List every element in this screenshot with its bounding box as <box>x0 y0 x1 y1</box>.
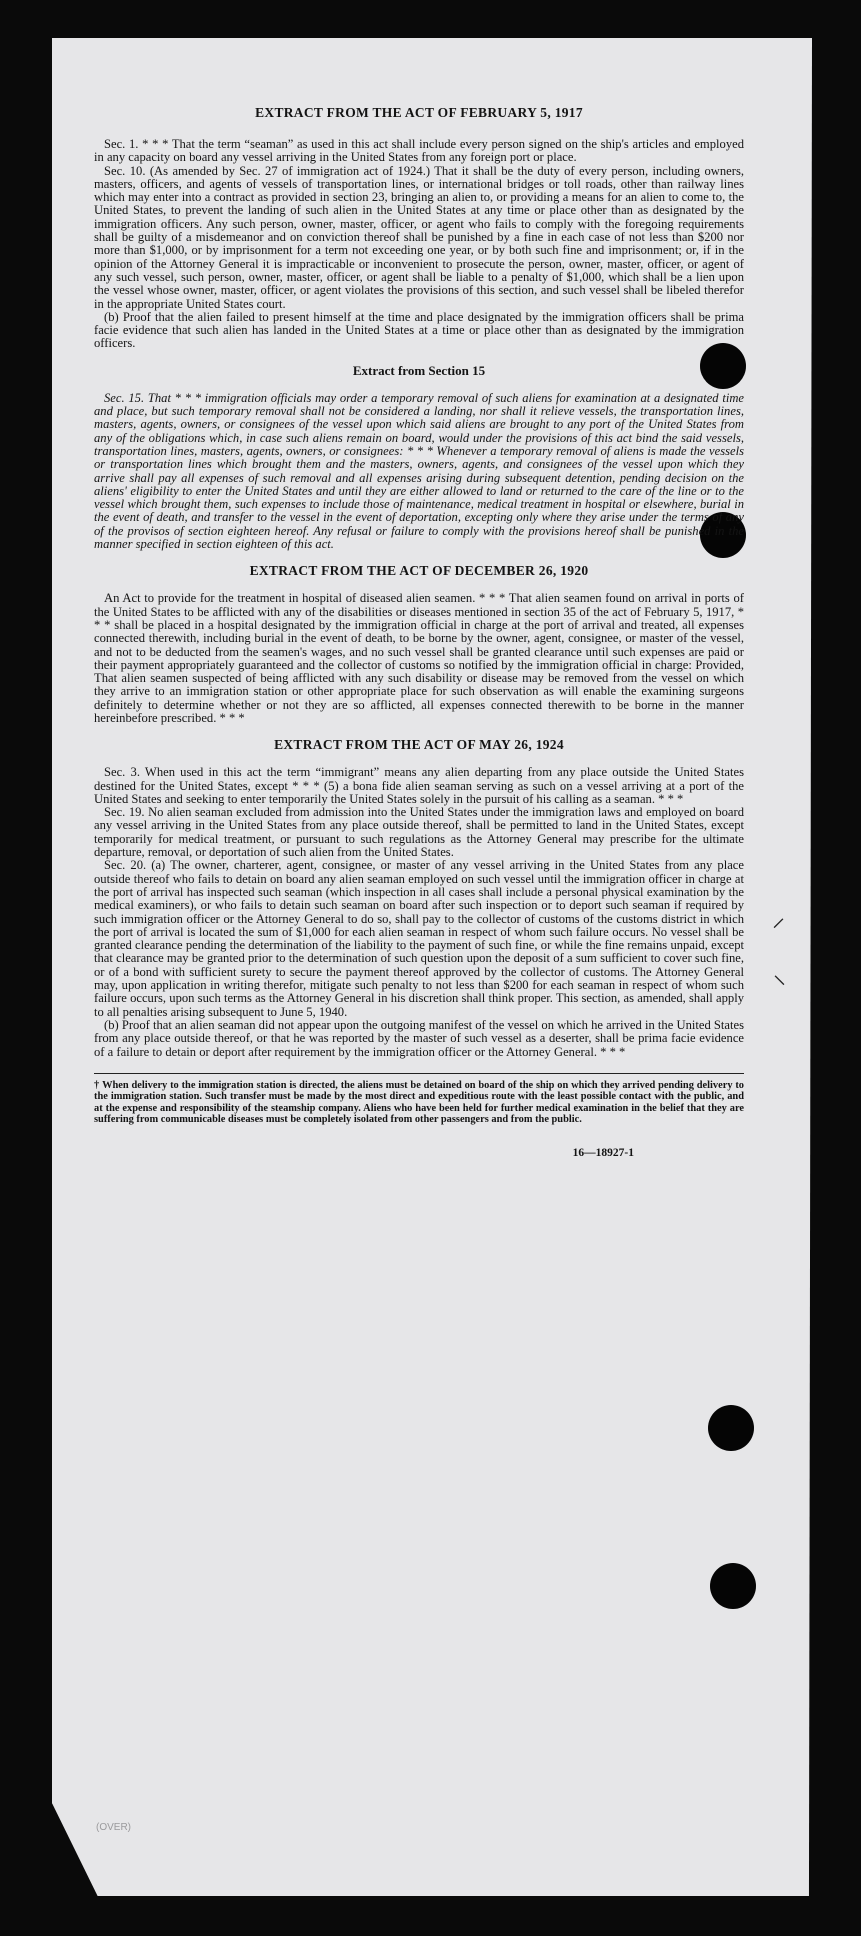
punch-hole <box>708 1405 754 1451</box>
margin-note: (OVER) <box>96 1822 131 1833</box>
section-act-dec-1920 <box>94 563 744 725</box>
footnote: † When delivery to the immigration station is directed, the aliens must be detained on board of the ship on which they arrived pending delivery to the immigration station. Such transfer must be made by the most direct and expeditious route with the least possible contact with the public, and at the expense and responsibility of the steamship company. Aliens who have been held for further medical examination in the belief that they are suffering from communicable diseases must be completely isolated from other passengers and from the public. <box>94 1073 744 1126</box>
paragraph: Sec. 10. (As amended by Sec. 27 of immigration act of 1924.) That it shall be the duty of every person, including owners, masters, officers, and agents of vessels of transportation lines, or international bridges or toll roads, other than railway lines which may enter into a contract as provided in section 23, bringing an alien to, or providing a means for an alien to come to, the United States, to prevent the landing of such alien in the United States at any time or place other than as designated by the immigration officers. Any such person, owner, master, officer, or agent who fails to comply with the foregoing requirements shall be guilty of a misdemeanor and on conviction thereof shall be punished by a fine in each case of not less than $200 nor more than $1,000, or by imprisonment for a term not exceeding one year, or by both such fine and imprisonment; or, if in the opinion of the Attorney General it is impracticable or inconvenient to prosecute the person, owner, master, officer, or agent of any such vessel, such person, owner, master, officer, or agent shall be liable to a penalty of $1,000, which shall be a lien upon the vessel whose owner, master, officer, or agent violates the provisions of this section, and such vessel shall be libeled therefor in the appropriate United States court. <box>94 163 744 311</box>
punch-hole <box>710 1563 756 1609</box>
form-number: 16—18927-1 <box>572 1147 634 1160</box>
section-heading: EXTRACT FROM THE ACT OF MAY 26, 1924 <box>274 737 564 753</box>
section-15-extract <box>94 363 744 552</box>
paragraph: Sec. 20. (a) The owner, charterer, agent, consignee, or master of any vessel arriving in the United States from any place outside thereof who fails to detain on board any alien seaman employed on such vessel until the immigration officer in charge at the port of arrival has inspected such seaman (which inspection in all cases shall include a personal physical examination by the medical examiners), or who fails to detain such seaman on board after such inspection or to deport such seaman if required by such immigration officer or the Attorney General to do so, shall pay to the collector of customs of the customs district in which the port of arrival is located the sum of $1,000 for each alien seaman in respect of whom such failure occurs. No vessel shall be granted clearance pending the determination of the liability to the payment of such fine, or while the fine remains unpaid, except that clearance may be granted prior to the determination of such question upon the deposit of a sum sufficient to cover such fine, or of a bond with sufficient surety to secure the payment thereof approved by the collector of customs. The Attorney General may, upon application in writing therefor, mitigate such penalty to not less than $200 for each seaman in respect of whom such failure occurs, upon such terms as the Attorney General in his discretion shall think proper. This section, as amended, shall apply to all penalties arising subsequent to June 5, 1940. <box>94 858 744 1019</box>
paragraph: Sec. 1. * * * That the term “seaman” as used in this act shall include every person signed on the ship's articles and employed in any capacity on board any vessel arriving in the United States from any foreign port or place. <box>94 137 744 165</box>
paragraph: (b) Proof that an alien seaman did not appear upon the outgoing manifest of the vessel on which he arrived in the United States from any place outside thereof, or that he was reported by the master of such vessel as a deserter, shall be prima facie evidence of a failure to detain or deport after requirement by the immigration officer or the Attorney General. * * * <box>94 1017 744 1059</box>
section-heading: EXTRACT FROM THE ACT OF FEBRUARY 5, 1917 <box>255 105 583 120</box>
section-act-feb-1917 <box>94 105 744 351</box>
section-heading: EXTRACT FROM THE ACT OF DECEMBER 26, 1920 <box>249 563 589 579</box>
section-heading: Extract from Section 15 <box>352 362 486 378</box>
pencil-mark: ⸝ <box>772 903 786 933</box>
paragraph: (b) Proof that the alien failed to present himself at the time and place designated by the immigration officers shall be prima facie evidence that such alien has landed in the United States at a time or place other than as designated by the immigration officers. <box>94 309 744 351</box>
paragraph: An Act to provide for the treatment in hospital of diseased alien seamen. * * * That alien seamen found on arrival in ports of the United States to be afflicted with any of the disabilities or diseases mentioned in section 35 of the act of February 5, 1917, * * * shall be placed in a hospital designated by the immigration official in charge at the port of arrival and treated, all expenses connected therewith, including burial in the event of death, to be borne by the owner, agent, consignee, or master of the vessel, and not to be deducted from the seamen's wages, and no such vessel shall be granted clearance until such expenses are paid or their payment appropriately guaranteed and the collector of customs so notified by the immigration official in charge: Provided, That alien seamen suspected of being afflicted with any such disability or disease may be removed from the vessel on which they arrive to an immigration station or other appropriate place for such observation as will enable the examining surgeons definitely to determine whether or not they are so afflicted, all expenses connected therewith to be borne in the manner hereinbefore prescribed. * * * <box>94 591 744 725</box>
paragraph: Sec. 3. When used in this act the term “immigrant” means any alien departing from any place outside the United States destined for the United States, except * * * (5) a bona fide alien seaman serving as such on a vessel arriving at a port of the United States and seeking to enter temporarily the United States solely in the pursuit of his calling as a seaman. * * * <box>94 765 744 806</box>
paragraph: Sec. 15. That * * * immigration officials may order a temporary removal of such aliens for examination at a designated time and place, but such temporary removal shall not be considered a landing, nor shall it relieve vessels, the transportation lines, masters, agents, owners, or consignees of the vessel upon which said aliens are brought to any port of the United States from any of the obligations which, in case such aliens remain on board, would under the provisions of this act bind the said vessels, transportation lines, masters, agents, owners, or consignees: * * * Whenever a temporary removal of aliens is made the vessels or transportation lines which brought them and the masters, owners, agents, and consignees of the vessel upon which they arrive shall pay all expenses of such removal and all expenses arising during subsequent detention, pending decision on the aliens' eligibility to enter the United States and until they are either allowed to land or returned to the care of the line or to the vessel which brought them, such expenses to include those of maintenance, medical treatment in hospital or elsewhere, burial in the event of death, and transfer to the vessel in the event of deportation, excepting only where they arise under the terms of any of the provisos of section eighteen hereof. Any refusal or failure to comply with the provisions hereof shall be punished in the manner specified in section eighteen of this act. <box>94 390 744 552</box>
paragraph: Sec. 19. No alien seaman excluded from admission into the United States under the immigration laws and employed on board any vessel arriving in the United States from any place outside thereof, shall be permitted to land in the United States, except temporarily for medical treatment, or pursuant to such regulations as the Attorney General may prescribe for the ultimate departure, removal, or deportation of such alien from the United States. <box>94 805 744 860</box>
document-body <box>94 105 744 1161</box>
pencil-mark: ⸜ <box>773 960 787 990</box>
section-act-may-1924 <box>94 737 744 1059</box>
